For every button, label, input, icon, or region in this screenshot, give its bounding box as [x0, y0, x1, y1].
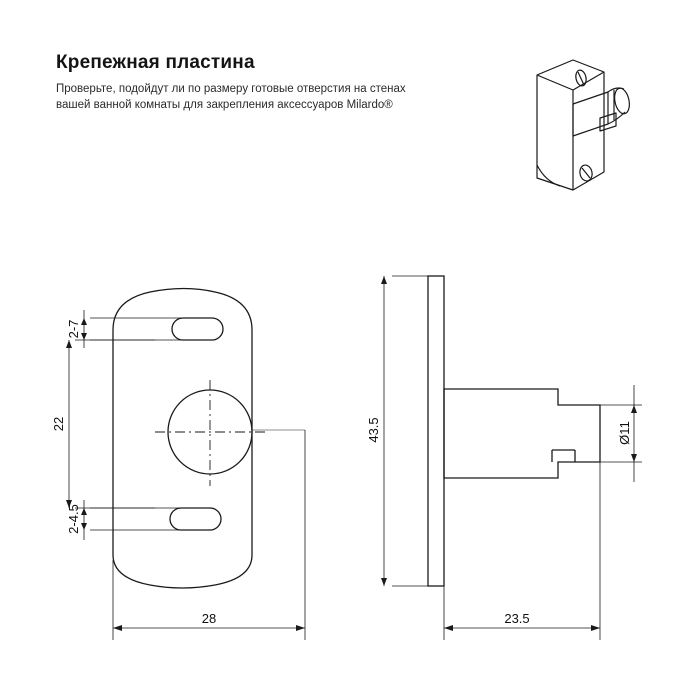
side-view-dimensions [381, 276, 642, 640]
page-subtitle: Проверьте, подойдут ли по размеру готовые отверстия на стенах вашей ванной комнаты для закрепления аксессуаров Milardo® [56, 83, 406, 111]
dim-label-pin-diameter: Ø11 [617, 421, 632, 445]
front-view [113, 289, 266, 589]
isometric-view [537, 60, 632, 190]
dim-label-projection: 23.5 [504, 611, 530, 626]
side-view [428, 276, 600, 586]
dim-label-slot-bottom: 2-4.5 [66, 504, 81, 534]
dim-label-plate-height: 43.5 [366, 417, 381, 443]
dim-label-slot-top: 2-7 [66, 319, 81, 339]
front-view-dimensions [66, 310, 305, 640]
dim-label-plate-width: 28 [201, 611, 217, 626]
page-title: Крепежная пластина [56, 52, 255, 73]
dim-label-center-hole: 22 [51, 416, 66, 432]
